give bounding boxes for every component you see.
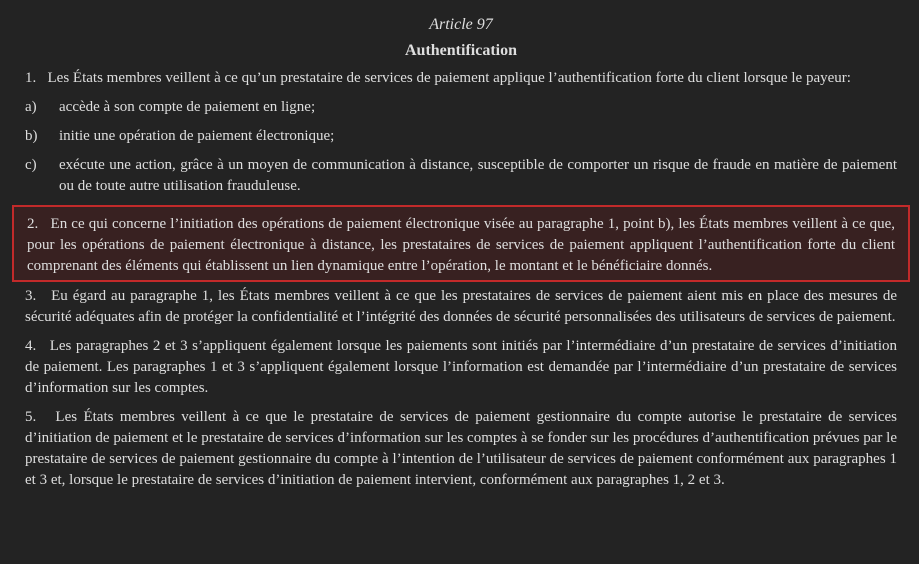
list-item-label: b) [25,128,38,144]
paragraph-2: 2. En ce qui concerne l’initiation des opérations de paiement électronique visée au paragraphe 1, point b), les États membres veillent à ce que, pour les opérations de paiement électronique à distance, les prestataires de services de paiement appliquent l’authentification forte du client comprenant des éléments qui établissent un lien dynamique entre l’opération, le montant et le bénéficiaire donnés. [27,216,895,274]
paragraph-1: 1. Les États membres veillent à ce qu’un prestataire de services de paiement applique l’authentification forte du client lorsque le payeur: [25,70,851,86]
list-item-text: exécute une action, grâce à un moyen de communication à distance, susceptible de comporter un risque de fraude en matière de paiement ou de toute autre utilisation frauduleuse. [59,157,897,194]
paragraph-3: 3. Eu égard au paragraphe 1, les États membres veillent à ce que les prestataires de services de paiement aient mis en place des mesures de sécurité adéquates afin de protéger la confidentialité et l’intégrité des données de sécurité personnalisées des utilisateurs de services de paiement. [25,288,897,325]
list-item-a [25,97,897,118]
article-title: Authentification [405,42,517,59]
list-item-text: initie une opération de paiement électronique; [59,128,335,144]
paragraph-5: 5. Les États membres veillent à ce que le prestataire de services de paiement gestionnaire du compte autorise le prestataire de services d’initiation de paiement et le prestataire de services d’information sur les comptes à se fonder sur les procédures d’authentification prévues par le prestataire de services de paiement gestionnaire du compte à l’intention de l’utilisateur de services de paiement conformément aux paragraphes 1 et 3 et, lorsque le prestataire de services d’initiation de paiement intervient, conformément aux paragraphes 1, 2 et 3. [25,409,897,488]
list-item-label: a) [25,99,37,115]
list-item-label: c) [25,157,37,173]
list-item-text: accède à son compte de paiement en ligne; [59,99,316,115]
list-item-b [25,126,897,147]
highlighted-paragraph-box [12,205,910,282]
article-number: Article 97 [429,16,493,33]
list-item-c [25,155,897,197]
paragraph-4: 4. Les paragraphes 2 et 3 s’appliquent également lorsque les paiements sont initiés par l’intermédiaire d’un prestataire de services d’initiation de paiement. Les paragraphes 1 et 3 s’appliquent également lorsque l’information est demandée par l’intermédiaire d’un prestataire de services d’information sur les comptes. [25,338,897,396]
